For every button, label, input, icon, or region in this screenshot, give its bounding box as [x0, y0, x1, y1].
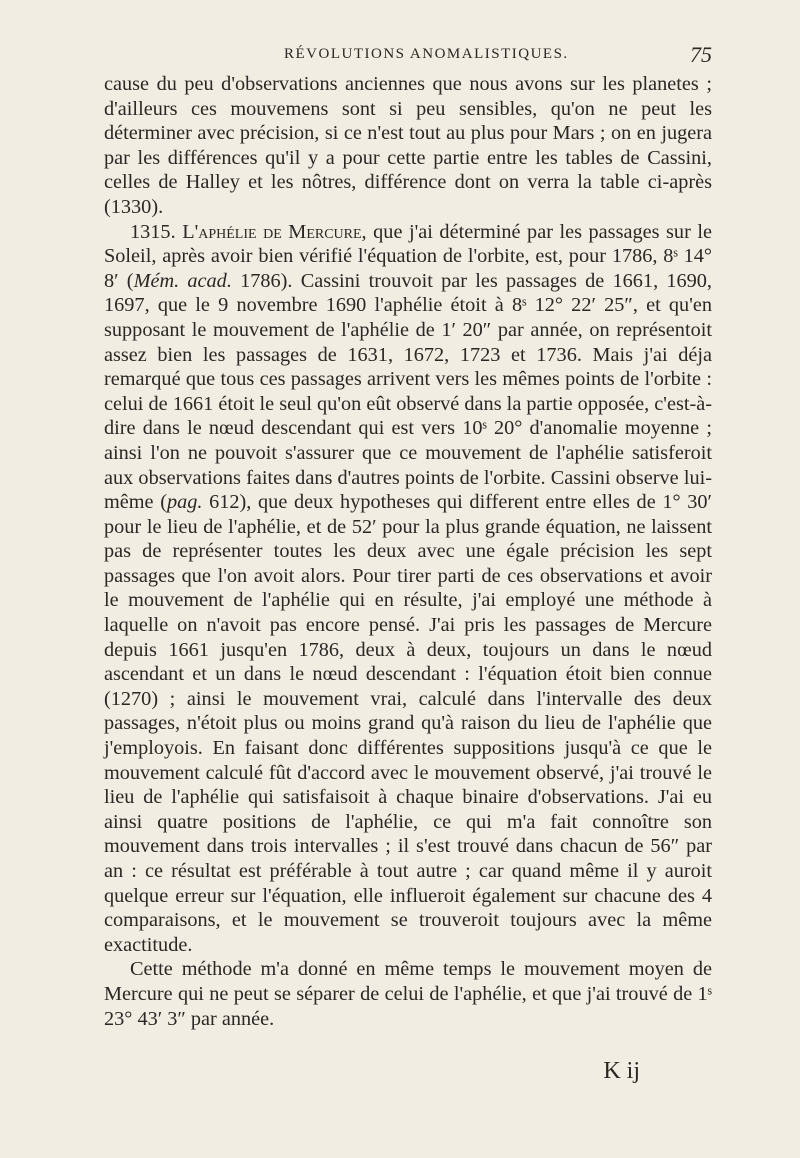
signature-mark: K ij [603, 1058, 640, 1084]
paragraph-1315 [104, 220, 712, 958]
paragraph-1: cause du peu d'observations anciennes que nous avons sur les planetes ; d'ailleurs ces mouvemens sont si peu sensibles, qu'on ne peut les déterminer avec précision, si ce n'est tout au plus pour Mars ; on en jugera par les différences qu'il y a pour cette partie entre les tables de Cassini, celles de Halley et les nôtres, différence dont on verra la table ci-après (1330). [104, 73, 712, 218]
citation-page: pag. [166, 491, 203, 514]
body-text [104, 72, 712, 1031]
paragraph-1315-text-c: 612), que deux hypotheses qui different entre elles de 1° 30′ pour le lieu de l'aphélie, et de 52′ pour la plus grande équation, ne laissent pas de représenter toutes les deux avec une égale précision les sept passages que l'on avoit alors. Pour tirer parti de ces observations et avoir le mouvement de l'aphélie qui en résulte, j'ai employé une méthode à laquelle on n'avoit pas encore pensé. J'ai pris les passages de Mercure depuis 1661 jusqu'en 1786, deux à deux, toujours un dans le nœud ascendant et un dans le nœud descendant : l'équation étoit bien connue (1270) ; ainsi le mouvement vrai, calculé dans l'intervalle des deux passages, n'étoit plus ou moins grand qu'à raison du lieu de l'aphélie que j'employois. En faisant donc différentes suppositions jusqu'à ce que le mouvement calculé fût d'accord avec le mouvement observé, j'ai trouvé le lieu de l'aphélie qui satisfaisoit à chaque binaire d'observations. J'ai eu ainsi quatre positions de l'aphélie, ce qui m'a fait connoître son mouvement dans trois intervalles ; il s'est trouvé dans chacun de 56″ par an : ce résultat est préférable à tout autre ; car quand même il y auroit quelque erreur sur l'équation, elle influeroit également sur chacune des 4 comparaisons, et le mouvement se trouveroit toujours avec la même exactitude. [104, 491, 712, 956]
article-term: L'aphélie de Mercure, [182, 220, 367, 243]
page-number: 75 [690, 42, 712, 67]
running-head: RÉVOLUTIONS ANOMALISTIQUES. [284, 46, 569, 62]
paragraph-1315-text-a: que j'ai déterminé par les passages sur le Soleil, après avoir bien vérifié l'équation de l'orbite, est, pour 1786, 8ˢ 14° 8′ ( [104, 220, 712, 292]
page-header [104, 42, 712, 72]
paragraph-1315-text-b: 1786). Cassini trouvoit par les passages de 1661, 1690, 1697, que le 9 novembre 1690 l'aphélie étoit à 8ˢ 12° 22′ 25″, et qu'en supposant le mouvement de l'aphélie de 1′ 20″ par année, on représentoit assez bien les passages de 1631, 1672, 1723 et 1736. Mais j'ai déja remarqué que tous ces passages arrivent vers les mêmes points de l'orbite : celui de 1661 étoit le seul qu'on eût observé dans la partie opposée, c'est-à-dire dans le nœud descendant qui est vers 10ˢ 20° d'anomalie moyenne ; ainsi l'on ne pouvoit s'assurer que ce mouvement de l'aphélie satisferoit aux observations faites dans d'autres points de l'orbite. Cassini observe lui-même ( [104, 269, 712, 514]
citation: Mém. acad. [133, 269, 232, 292]
article-number: 1315. [130, 220, 176, 243]
paragraph-3: Cette méthode m'a donné en même temps le mouvement moyen de Mercure qui ne peut se séparer de celui de l'aphélie, et que j'ai trouvé de 1ˢ 23° 43′ 3″ par année. [104, 958, 712, 1030]
